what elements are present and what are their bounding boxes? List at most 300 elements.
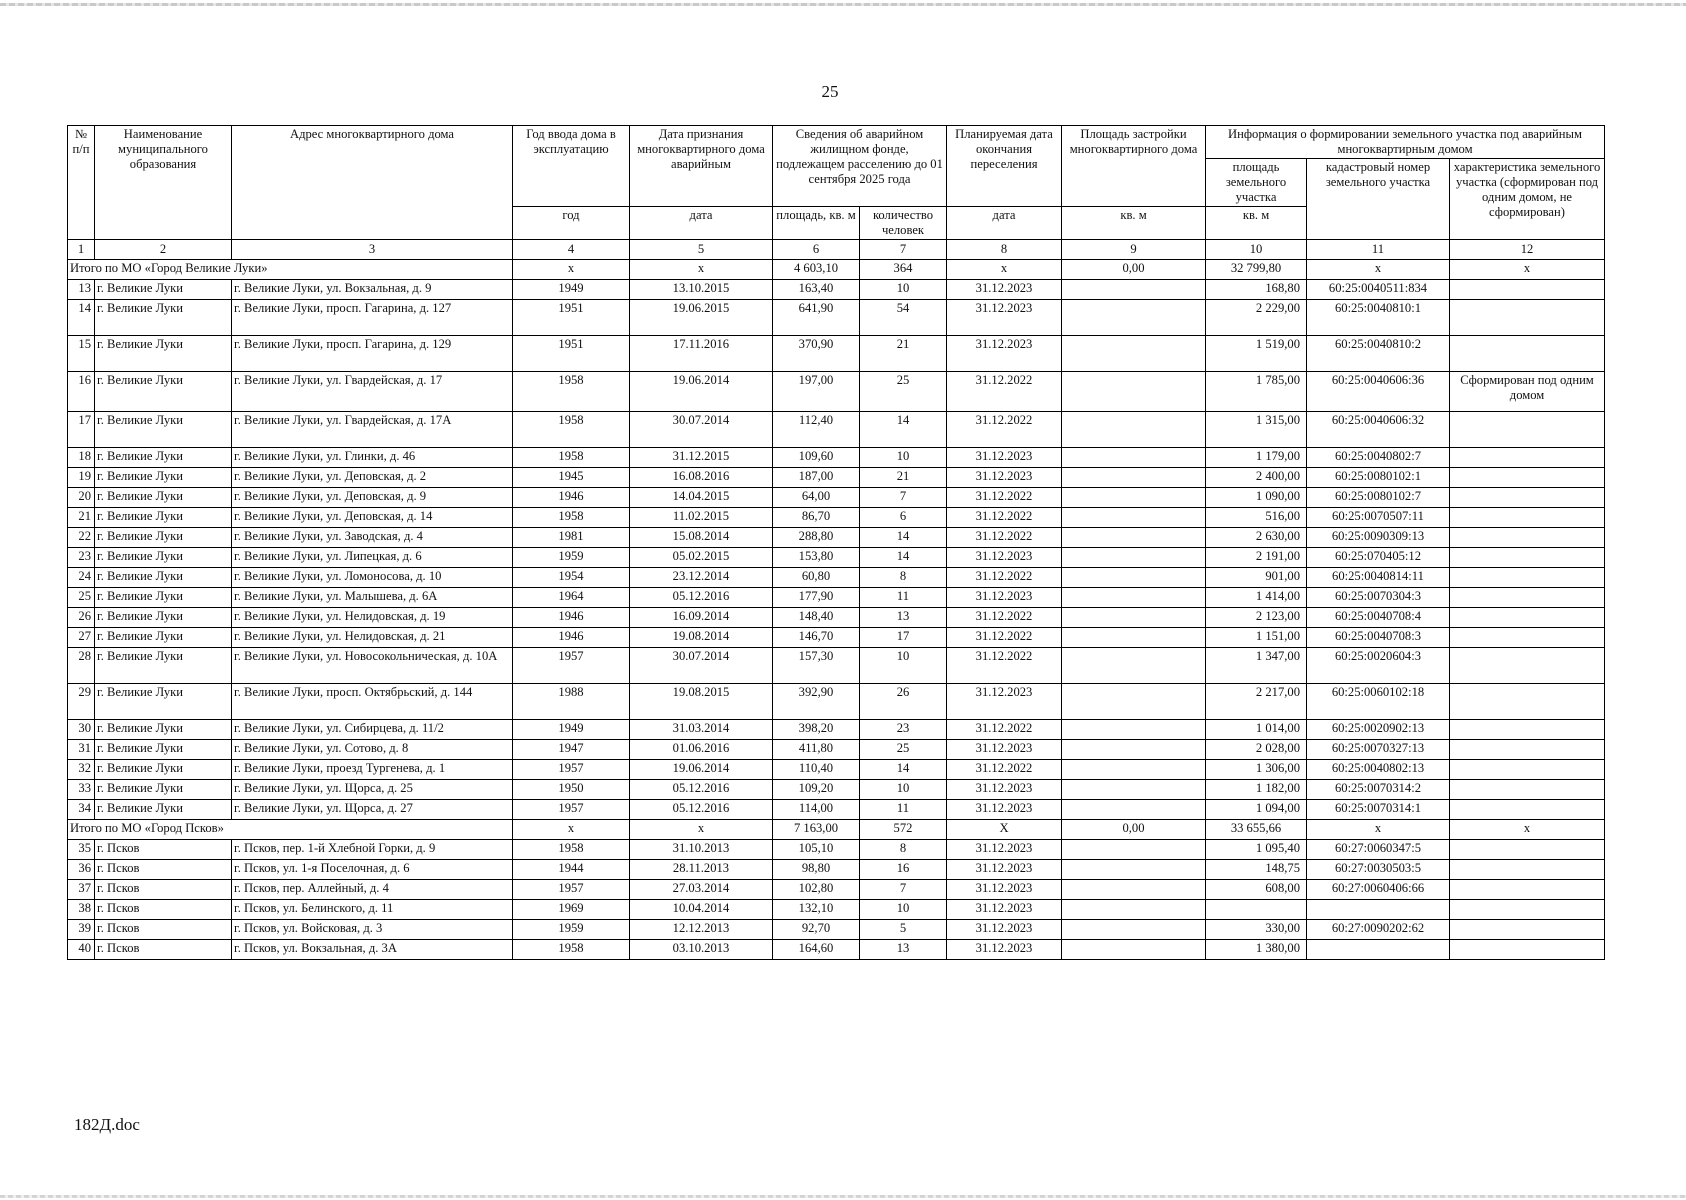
row-address: г. Великие Луки, ул. Гвардейская, д. 17 <box>232 372 513 412</box>
column-number: 4 <box>513 240 630 260</box>
row-date-recognized: 01.06.2016 <box>630 740 773 760</box>
row-area: 398,20 <box>773 720 860 740</box>
row-date-recognized: 05.02.2015 <box>630 548 773 568</box>
row-municipality: г. Великие Луки <box>95 488 232 508</box>
row-number: 23 <box>68 548 95 568</box>
row-building-area <box>1062 280 1206 300</box>
subtotal-row <box>68 260 1605 280</box>
row-year-built: 1949 <box>513 720 630 740</box>
header-cadastral: кадастровый номер земельного участка <box>1307 159 1450 240</box>
row-land-char <box>1450 548 1605 568</box>
row-land-char <box>1450 588 1605 608</box>
row-land-area: 1 785,00 <box>1206 372 1307 412</box>
row-year-built: 1958 <box>513 372 630 412</box>
header-no: № п/п <box>68 126 95 240</box>
row-date-recognized: 05.12.2016 <box>630 800 773 820</box>
row-land-area: 608,00 <box>1206 880 1307 900</box>
row-cadastral: 60:25:0070304:3 <box>1307 588 1450 608</box>
row-planned-date: 31.12.2023 <box>947 840 1062 860</box>
row-year-built: 1958 <box>513 508 630 528</box>
row-building-area <box>1062 300 1206 336</box>
row-cadastral: 60:25:0040802:13 <box>1307 760 1450 780</box>
subtotal-cadastral: х <box>1307 820 1450 840</box>
row-year-built: 1981 <box>513 528 630 548</box>
row-address: г. Великие Луки, ул. Деповская, д. 2 <box>232 468 513 488</box>
row-municipality: г. Великие Луки <box>95 468 232 488</box>
row-date-recognized: 23.12.2014 <box>630 568 773 588</box>
table-row <box>68 300 1605 336</box>
row-date-recognized: 19.08.2015 <box>630 684 773 720</box>
row-number: 25 <box>68 588 95 608</box>
row-land-area: 1 151,00 <box>1206 628 1307 648</box>
row-building-area <box>1062 720 1206 740</box>
row-cadastral: 60:25:0040708:4 <box>1307 608 1450 628</box>
row-building-area <box>1062 548 1206 568</box>
row-area: 109,60 <box>773 448 860 468</box>
row-area: 370,90 <box>773 336 860 372</box>
row-year-built: 1958 <box>513 412 630 448</box>
row-planned-date: 31.12.2023 <box>947 800 1062 820</box>
row-planned-date: 31.12.2022 <box>947 648 1062 684</box>
row-area: 641,90 <box>773 300 860 336</box>
row-number: 28 <box>68 648 95 684</box>
unit-sqm-land: кв. м <box>1206 207 1307 240</box>
row-land-area: 1 090,00 <box>1206 488 1307 508</box>
unit-people: количество человек <box>860 207 947 240</box>
footer-filename: 182Д.doc <box>74 1115 140 1134</box>
row-number: 14 <box>68 300 95 336</box>
row-number: 15 <box>68 336 95 372</box>
row-date-recognized: 19.08.2014 <box>630 628 773 648</box>
row-cadastral: 60:25:0070507:11 <box>1307 508 1450 528</box>
row-date-recognized: 30.07.2014 <box>630 648 773 684</box>
row-address: г. Великие Луки, ул. Деповская, д. 9 <box>232 488 513 508</box>
header-land-info: Информация о формировании земельного участка под аварийным многоквартирным домом <box>1206 126 1605 159</box>
row-number: 27 <box>68 628 95 648</box>
row-area: 177,90 <box>773 588 860 608</box>
row-municipality: г. Великие Луки <box>95 740 232 760</box>
row-municipality: г. Великие Луки <box>95 372 232 412</box>
row-area: 288,80 <box>773 528 860 548</box>
row-land-area: 2 191,00 <box>1206 548 1307 568</box>
row-area: 102,80 <box>773 880 860 900</box>
row-people: 14 <box>860 412 947 448</box>
row-date-recognized: 05.12.2016 <box>630 588 773 608</box>
table-row <box>68 468 1605 488</box>
row-area: 187,00 <box>773 468 860 488</box>
row-land-char <box>1450 648 1605 684</box>
row-number: 37 <box>68 880 95 900</box>
row-date-recognized: 05.12.2016 <box>630 780 773 800</box>
column-number: 9 <box>1062 240 1206 260</box>
row-cadastral: 60:27:0060347:5 <box>1307 840 1450 860</box>
row-people: 13 <box>860 940 947 960</box>
table-row <box>68 920 1605 940</box>
row-land-char <box>1450 628 1605 648</box>
row-municipality: г. Великие Луки <box>95 528 232 548</box>
row-number: 29 <box>68 684 95 720</box>
table-row <box>68 900 1605 920</box>
row-land-char <box>1450 412 1605 448</box>
row-building-area <box>1062 648 1206 684</box>
table-row <box>68 528 1605 548</box>
row-address: г. Великие Луки, ул. Глинки, д. 46 <box>232 448 513 468</box>
row-year-built: 1957 <box>513 800 630 820</box>
row-land-area: 1 519,00 <box>1206 336 1307 372</box>
row-municipality: г. Великие Луки <box>95 648 232 684</box>
row-planned-date: 31.12.2023 <box>947 780 1062 800</box>
row-address: г. Великие Луки, ул. Ломоносова, д. 10 <box>232 568 513 588</box>
subtotal-cadastral: х <box>1307 260 1450 280</box>
column-number: 3 <box>232 240 513 260</box>
row-number: 30 <box>68 720 95 740</box>
row-municipality: г. Великие Луки <box>95 760 232 780</box>
row-land-char <box>1450 840 1605 860</box>
row-area: 197,00 <box>773 372 860 412</box>
scan-top-edge <box>0 3 1686 6</box>
row-year-built: 1959 <box>513 920 630 940</box>
row-municipality: г. Великие Луки <box>95 800 232 820</box>
row-land-char <box>1450 336 1605 372</box>
row-municipality: г. Великие Луки <box>95 608 232 628</box>
row-planned-date: 31.12.2022 <box>947 372 1062 412</box>
row-area: 163,40 <box>773 280 860 300</box>
row-land-area: 1 095,40 <box>1206 840 1307 860</box>
row-people: 8 <box>860 568 947 588</box>
row-number: 17 <box>68 412 95 448</box>
row-area: 114,00 <box>773 800 860 820</box>
row-number: 24 <box>68 568 95 588</box>
row-people: 8 <box>860 840 947 860</box>
row-people: 10 <box>860 780 947 800</box>
row-cadastral: 60:27:0030503:5 <box>1307 860 1450 880</box>
row-date-recognized: 16.09.2014 <box>630 608 773 628</box>
subtotal-area: 7 163,00 <box>773 820 860 840</box>
row-area: 64,00 <box>773 488 860 508</box>
table-row <box>68 780 1605 800</box>
row-planned-date: 31.12.2022 <box>947 488 1062 508</box>
row-building-area <box>1062 372 1206 412</box>
row-address: г. Великие Луки, ул. Сотово, д. 8 <box>232 740 513 760</box>
table-row <box>68 588 1605 608</box>
row-building-area <box>1062 568 1206 588</box>
row-address: г. Псков, ул. Вокзальная, д. 3А <box>232 940 513 960</box>
table-row <box>68 760 1605 780</box>
row-date-recognized: 27.03.2014 <box>630 880 773 900</box>
table-row <box>68 372 1605 412</box>
row-planned-date: 31.12.2023 <box>947 740 1062 760</box>
row-building-area <box>1062 468 1206 488</box>
row-people: 5 <box>860 920 947 940</box>
row-area: 110,40 <box>773 760 860 780</box>
subtotal-people: 572 <box>860 820 947 840</box>
row-land-char <box>1450 608 1605 628</box>
header-land-area: площадь земельного участка <box>1206 159 1307 207</box>
unit-sqm-building: кв. м <box>1062 207 1206 240</box>
row-land-char <box>1450 280 1605 300</box>
row-year-built: 1946 <box>513 628 630 648</box>
row-cadastral: 60:25:0040511:834 <box>1307 280 1450 300</box>
row-people: 26 <box>860 684 947 720</box>
row-address: г. Великие Луки, ул. Новосокольническая, д. 10А <box>232 648 513 684</box>
row-area: 112,40 <box>773 412 860 448</box>
table-row <box>68 548 1605 568</box>
row-land-char <box>1450 448 1605 468</box>
row-year-built: 1964 <box>513 588 630 608</box>
row-land-area: 1 315,00 <box>1206 412 1307 448</box>
row-land-area: 1 380,00 <box>1206 940 1307 960</box>
header-date-recognized: Дата признания многоквартирного дома аварийным <box>630 126 773 207</box>
header-year-built: Год ввода дома в эксплуатацию <box>513 126 630 207</box>
row-date-recognized: 10.04.2014 <box>630 900 773 920</box>
row-municipality: г. Псков <box>95 920 232 940</box>
row-land-area: 1 179,00 <box>1206 448 1307 468</box>
row-people: 10 <box>860 648 947 684</box>
row-cadastral: 60:25:0040708:3 <box>1307 628 1450 648</box>
row-number: 31 <box>68 740 95 760</box>
table-row <box>68 880 1605 900</box>
row-building-area <box>1062 448 1206 468</box>
row-land-char <box>1450 880 1605 900</box>
row-planned-date: 31.12.2023 <box>947 468 1062 488</box>
row-cadastral: 60:25:0080102:1 <box>1307 468 1450 488</box>
subtotal-row <box>68 820 1605 840</box>
subtotal-land-area: 33 655,66 <box>1206 820 1307 840</box>
row-address: г. Псков, пер. 1-й Хлебной Горки, д. 9 <box>232 840 513 860</box>
subtotal-land-char: х <box>1450 820 1605 840</box>
row-land-area: 2 217,00 <box>1206 684 1307 720</box>
header-planned-date: Планируемая дата окончания переселения <box>947 126 1062 207</box>
row-people: 14 <box>860 528 947 548</box>
row-planned-date: 31.12.2023 <box>947 336 1062 372</box>
table-row <box>68 720 1605 740</box>
row-building-area <box>1062 880 1206 900</box>
row-planned-date: 31.12.2022 <box>947 760 1062 780</box>
row-municipality: г. Великие Луки <box>95 508 232 528</box>
row-number: 35 <box>68 840 95 860</box>
row-number: 18 <box>68 448 95 468</box>
header-address: Адрес многоквартирного дома <box>232 126 513 240</box>
row-area: 132,10 <box>773 900 860 920</box>
row-year-built: 1958 <box>513 940 630 960</box>
row-year-built: 1954 <box>513 568 630 588</box>
row-date-recognized: 30.07.2014 <box>630 412 773 448</box>
row-people: 14 <box>860 760 947 780</box>
row-address: г. Великие Луки, ул. Деповская, д. 14 <box>232 508 513 528</box>
row-address: г. Великие Луки, ул. Липецкая, д. 6 <box>232 548 513 568</box>
row-planned-date: 31.12.2022 <box>947 628 1062 648</box>
row-year-built: 1944 <box>513 860 630 880</box>
row-date-recognized: 14.04.2015 <box>630 488 773 508</box>
row-address: г. Великие Луки, ул. Щорса, д. 27 <box>232 800 513 820</box>
table-row <box>68 628 1605 648</box>
row-planned-date: 31.12.2022 <box>947 528 1062 548</box>
row-year-built: 1947 <box>513 740 630 760</box>
row-address: г. Великие Луки, ул. Заводская, д. 4 <box>232 528 513 548</box>
table-row <box>68 800 1605 820</box>
row-planned-date: 31.12.2023 <box>947 920 1062 940</box>
table-row <box>68 508 1605 528</box>
row-land-char <box>1450 508 1605 528</box>
row-municipality: г. Великие Луки <box>95 336 232 372</box>
unit-year: год <box>513 207 630 240</box>
row-planned-date: 31.12.2023 <box>947 684 1062 720</box>
row-area: 109,20 <box>773 780 860 800</box>
row-land-char <box>1450 468 1605 488</box>
row-cadastral: 60:25:0040810:2 <box>1307 336 1450 372</box>
row-building-area <box>1062 920 1206 940</box>
row-cadastral: 60:25:070405:12 <box>1307 548 1450 568</box>
row-building-area <box>1062 860 1206 880</box>
row-number: 16 <box>68 372 95 412</box>
row-number: 32 <box>68 760 95 780</box>
row-land-char <box>1450 300 1605 336</box>
subtotal-land-char: х <box>1450 260 1605 280</box>
unit-date: дата <box>630 207 773 240</box>
row-land-area: 1 347,00 <box>1206 648 1307 684</box>
row-building-area <box>1062 608 1206 628</box>
column-number: 8 <box>947 240 1062 260</box>
row-land-char <box>1450 528 1605 548</box>
row-municipality: г. Великие Луки <box>95 448 232 468</box>
subtotal-year: х <box>513 820 630 840</box>
row-municipality: г. Великие Луки <box>95 548 232 568</box>
subtotal-land-area: 32 799,80 <box>1206 260 1307 280</box>
row-number: 34 <box>68 800 95 820</box>
row-land-char <box>1450 684 1605 720</box>
row-cadastral: 60:27:0060406:66 <box>1307 880 1450 900</box>
row-people: 21 <box>860 468 947 488</box>
subtotal-label: Итого по МО «Город Великие Луки» <box>68 260 513 280</box>
row-people: 21 <box>860 336 947 372</box>
row-address: г. Псков, ул. Войсковая, д. 3 <box>232 920 513 940</box>
row-municipality: г. Великие Луки <box>95 780 232 800</box>
table-body <box>68 260 1605 960</box>
row-area: 86,70 <box>773 508 860 528</box>
row-people: 54 <box>860 300 947 336</box>
row-land-char <box>1450 800 1605 820</box>
row-building-area <box>1062 840 1206 860</box>
row-address: г. Псков, ул. 1-я Поселочная, д. 6 <box>232 860 513 880</box>
row-municipality: г. Псков <box>95 900 232 920</box>
row-number: 40 <box>68 940 95 960</box>
table-row <box>68 648 1605 684</box>
row-cadastral: 60:25:0060102:18 <box>1307 684 1450 720</box>
unit-area: площадь, кв. м <box>773 207 860 240</box>
page-number: 25 <box>821 82 839 101</box>
column-number: 7 <box>860 240 947 260</box>
row-date-recognized: 13.10.2015 <box>630 280 773 300</box>
scan-bottom-edge <box>0 1195 1686 1198</box>
emergency-housing-table <box>67 125 1605 960</box>
row-land-char <box>1450 780 1605 800</box>
row-cadastral: 60:25:0040802:7 <box>1307 448 1450 468</box>
row-land-area: 1 094,00 <box>1206 800 1307 820</box>
row-building-area <box>1062 684 1206 720</box>
row-cadastral: 60:25:0070314:2 <box>1307 780 1450 800</box>
row-people: 14 <box>860 548 947 568</box>
row-people: 23 <box>860 720 947 740</box>
table-row <box>68 280 1605 300</box>
row-year-built: 1950 <box>513 780 630 800</box>
row-year-built: 1946 <box>513 488 630 508</box>
table-header <box>68 126 1605 260</box>
row-cadastral: 60:27:0090202:62 <box>1307 920 1450 940</box>
row-building-area <box>1062 740 1206 760</box>
row-address: г. Великие Луки, просп. Октябрьский, д. 144 <box>232 684 513 720</box>
row-building-area <box>1062 412 1206 448</box>
table-row <box>68 840 1605 860</box>
row-date-recognized: 28.11.2013 <box>630 860 773 880</box>
row-planned-date: 31.12.2023 <box>947 280 1062 300</box>
row-land-char <box>1450 720 1605 740</box>
table-row <box>68 568 1605 588</box>
row-building-area <box>1062 900 1206 920</box>
row-address: г. Великие Луки, ул. Малышева, д. 6А <box>232 588 513 608</box>
row-land-char <box>1450 940 1605 960</box>
row-year-built: 1988 <box>513 684 630 720</box>
row-building-area <box>1062 940 1206 960</box>
row-people: 10 <box>860 900 947 920</box>
row-land-char: Сформирован под одним домом <box>1450 372 1605 412</box>
row-planned-date: 31.12.2023 <box>947 940 1062 960</box>
row-date-recognized: 15.08.2014 <box>630 528 773 548</box>
row-land-area <box>1206 900 1307 920</box>
table-row <box>68 412 1605 448</box>
row-planned-date: 31.12.2022 <box>947 608 1062 628</box>
row-year-built: 1951 <box>513 300 630 336</box>
row-date-recognized: 19.06.2014 <box>630 760 773 780</box>
row-building-area <box>1062 628 1206 648</box>
row-people: 25 <box>860 372 947 412</box>
unit-date-plan: дата <box>947 207 1062 240</box>
row-year-built: 1946 <box>513 608 630 628</box>
row-people: 11 <box>860 800 947 820</box>
column-number: 6 <box>773 240 860 260</box>
row-year-built: 1958 <box>513 840 630 860</box>
column-number: 1 <box>68 240 95 260</box>
row-area: 164,60 <box>773 940 860 960</box>
row-people: 10 <box>860 448 947 468</box>
row-building-area <box>1062 588 1206 608</box>
row-cadastral: 60:25:0070314:1 <box>1307 800 1450 820</box>
table-row <box>68 488 1605 508</box>
header-land-char: характеристика земельного участка (сформирован под одним домом, не сформирован) <box>1450 159 1605 240</box>
row-date-recognized: 17.11.2016 <box>630 336 773 372</box>
row-land-area: 2 229,00 <box>1206 300 1307 336</box>
row-people: 11 <box>860 588 947 608</box>
row-building-area <box>1062 760 1206 780</box>
row-area: 157,30 <box>773 648 860 684</box>
row-address: г. Псков, пер. Аллейный, д. 4 <box>232 880 513 900</box>
table-row <box>68 336 1605 372</box>
row-planned-date: 31.12.2022 <box>947 568 1062 588</box>
subtotal-label: Итого по МО «Город Псков» <box>68 820 513 840</box>
subtotal-year: х <box>513 260 630 280</box>
row-land-area: 901,00 <box>1206 568 1307 588</box>
row-municipality: г. Псков <box>95 840 232 860</box>
row-building-area <box>1062 488 1206 508</box>
row-cadastral: 60:25:0090309:13 <box>1307 528 1450 548</box>
row-date-recognized: 19.06.2015 <box>630 300 773 336</box>
column-number: 12 <box>1450 240 1605 260</box>
subtotal-building-area: 0,00 <box>1062 260 1206 280</box>
row-municipality: г. Псков <box>95 880 232 900</box>
row-cadastral: 60:25:0040814:11 <box>1307 568 1450 588</box>
row-year-built: 1958 <box>513 448 630 468</box>
row-number: 39 <box>68 920 95 940</box>
row-address: г. Великие Луки, проезд Тургенева, д. 1 <box>232 760 513 780</box>
